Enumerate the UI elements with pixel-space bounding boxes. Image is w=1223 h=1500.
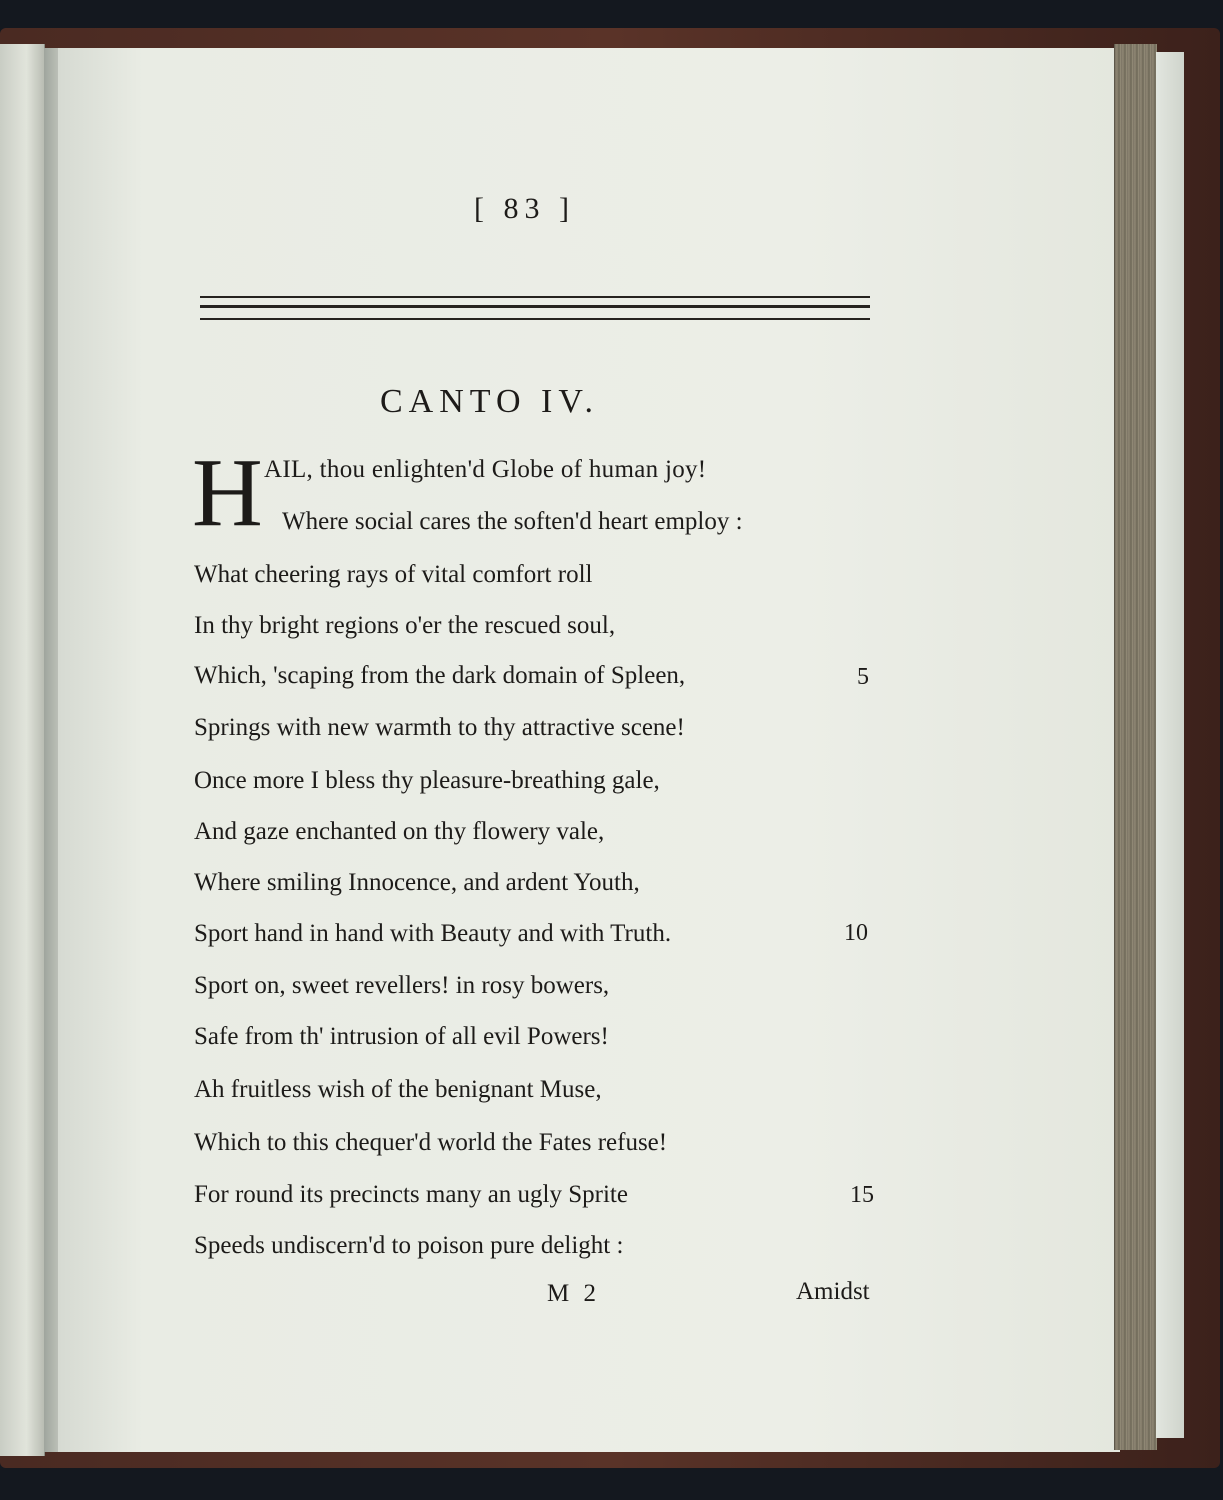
verse-line-3: What cheering rays of vital comfort roll bbox=[194, 561, 593, 588]
verse-line-7: Once more I bless thy pleasure-breathing gale, bbox=[194, 767, 660, 794]
left-page-edge bbox=[0, 44, 45, 1456]
verse-line-4: In thy bright regions o'er the rescued soul, bbox=[194, 612, 616, 639]
canto-title: CANTO IV. bbox=[380, 383, 599, 420]
line-number-10: 10 bbox=[844, 920, 868, 946]
verse-line-1: AIL, thou enlighten'd Globe of human joy! bbox=[264, 456, 707, 483]
drop-cap: H bbox=[192, 439, 263, 547]
page-number: [ 83 ] bbox=[474, 192, 575, 225]
verse-line-10: Sport hand in hand with Beauty and with Truth. bbox=[194, 920, 672, 947]
double-rule-top bbox=[200, 296, 870, 298]
verse-line-15: For round its precincts many an ugly Sprite bbox=[194, 1181, 628, 1208]
verse-line-6: Springs with new warmth to thy attractive scene! bbox=[194, 714, 685, 741]
page-block-edge bbox=[1114, 44, 1157, 1450]
verse-line-14: Which to this chequer'd world the Fates refuse! bbox=[194, 1129, 668, 1156]
catchword: Amidst bbox=[796, 1278, 870, 1305]
verse-line-13: Ah fruitless wish of the benignant Muse, bbox=[194, 1076, 602, 1103]
flyleaf bbox=[1156, 52, 1184, 1438]
verse-line-12: Safe from th' intrusion of all evil Powers! bbox=[194, 1023, 609, 1050]
verse-line-8: And gaze enchanted on thy flowery vale, bbox=[194, 818, 605, 845]
verse-line-9: Where smiling Innocence, and ardent Youth, bbox=[194, 869, 640, 896]
double-rule-middle bbox=[200, 305, 870, 308]
signature-mark: M 2 bbox=[547, 1280, 600, 1307]
verse-line-2: Where social cares the soften'd heart employ : bbox=[282, 508, 743, 535]
verse-line-11: Sport on, sweet revellers! in rosy bowers, bbox=[194, 972, 610, 999]
line-number-15: 15 bbox=[850, 1182, 874, 1208]
line-number-5: 5 bbox=[857, 664, 869, 690]
verse-line-16: Speeds undiscern'd to poison pure delight : bbox=[194, 1232, 624, 1259]
double-rule-bottom bbox=[200, 318, 870, 320]
verse-line-5: Which, 'scaping from the dark domain of Spleen, bbox=[194, 662, 686, 689]
